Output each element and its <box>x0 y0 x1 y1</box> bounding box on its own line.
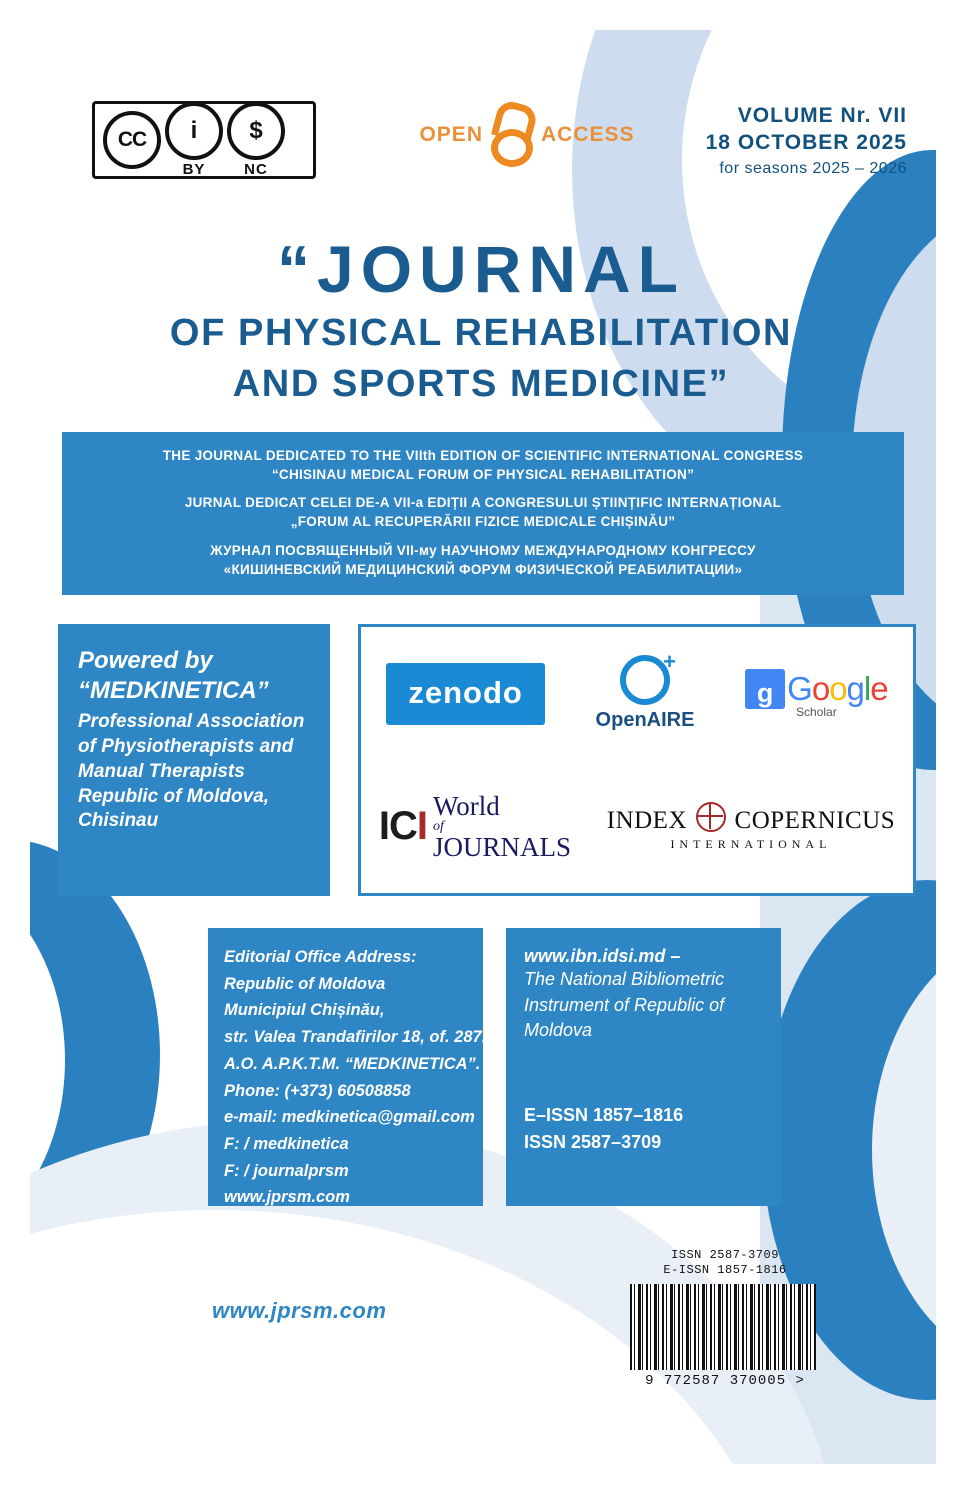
ibn-link[interactable]: www.ibn.idsi.md – <box>524 946 681 966</box>
openaire-icon <box>620 649 676 705</box>
openaire-label: OpenAIRE <box>595 709 695 731</box>
google-scholar-icon: g <box>745 669 785 709</box>
banner-en-1: THE JOURNAL DEDICATED TO THE VIIth EDITION OF SCIENTIFIC INTERNATIONAL CONGRESS <box>162 448 804 463</box>
volume-seasons: for seasons 2025 – 2026 <box>719 160 907 177</box>
open-access-right-word: ACCESS <box>540 123 635 146</box>
banner-ro-1: JURNAL DEDICAT CELEI DE-A VII-a EDIȚII A CONGRESULUI ȘTIINȚIFIC INTERNAȚIONAL <box>184 495 782 511</box>
google-letter-l: l <box>863 669 871 707</box>
google-letter-g2: g <box>846 669 864 707</box>
open-access-left-word: OPEN <box>419 123 483 146</box>
openaire-logo[interactable] <box>595 649 695 732</box>
google-scholar-logo[interactable] <box>745 669 887 719</box>
open-lock-icon <box>489 103 535 167</box>
editorial-office-box <box>208 928 487 1207</box>
page-title <box>0 232 962 406</box>
cc-by-label: BY <box>182 161 206 178</box>
title-line-2: OF PHYSICAL REHABILITATION <box>169 312 793 355</box>
banner-ru-1: ЖУРНАЛ ПОСВЯЩЕННЫЙ VII-му НАУЧНОМУ МЕЖДУНАРОДНОМУ КОНГРЕССУ <box>210 542 756 558</box>
cc-icon: CC <box>103 111 161 169</box>
ici-word-world: World <box>432 790 500 821</box>
google-letter-g1: G <box>787 669 812 707</box>
powered-by-box <box>58 624 330 896</box>
indexing-logos-box <box>358 624 916 896</box>
cc-nc-label: NC <box>244 161 268 178</box>
ici-word-of: of <box>432 818 444 834</box>
ici-letter-i: I <box>416 804 427 848</box>
cc-by-icon: i <box>165 102 223 160</box>
barcode-block <box>630 1248 820 1389</box>
banner-ru-2: «КИШИНЕВСКИЙ МЕДИЦИНСКИЙ ФОРУМ ФИЗИЧЕСКОЙ РЕАБИЛИТАЦИИ» <box>223 561 743 577</box>
powered-by-organization: “MEDKINETICA” <box>78 677 269 705</box>
ici-world-of-journals-logo[interactable] <box>378 790 572 862</box>
banner-en-2: “CHISINAU MEDICAL FORUM OF PHYSICAL REHABILITATION” <box>271 467 695 483</box>
title-line-3: AND SPORTS MEDICINE” <box>232 363 730 406</box>
editorial-email[interactable]: e-mail: medkinetica@gmail.com <box>224 1108 475 1127</box>
barcode-issn-top: ISSN 2587-3709 <box>671 1248 779 1262</box>
cc-nc-icon: $ <box>227 102 285 160</box>
volume-info <box>706 104 907 178</box>
journal-website-link[interactable]: www.jprsm.com <box>212 1298 387 1323</box>
editorial-phone: Phone: (+373) 60508858 <box>224 1081 411 1100</box>
copernicus-name-word: COPERNICUS <box>734 806 896 834</box>
copernicus-index-word: INDEX <box>606 806 688 834</box>
editorial-line-2: Republic of Moldova <box>224 974 386 993</box>
globe-icon <box>696 802 726 832</box>
editorial-line-4: str. Valea Trandafirilor 18, of. 287. <box>224 1028 487 1047</box>
ibn-box <box>506 928 781 1206</box>
openaire-plus: + <box>663 649 676 674</box>
eissn-value: E–ISSN 1857–1816 <box>524 1104 684 1125</box>
google-letter-o1: o <box>811 669 830 707</box>
ici-letters-ic: IC <box>378 804 417 848</box>
google-wordmark <box>787 670 887 708</box>
zenodo-logo[interactable]: zenodo <box>386 663 545 725</box>
editorial-line-5: A.O. A.P.K.T.M. “MEDKINETICA”. <box>224 1054 481 1073</box>
editorial-line-1: Editorial Office Address: <box>224 948 417 966</box>
copernicus-sublabel: INTERNATIONAL <box>670 836 832 851</box>
barcode-issn-bottom: E-ISSN 1857-1816 <box>663 1263 787 1277</box>
volume-date: 18 OCTOBER 2025 <box>705 131 907 154</box>
barcode-number: 9 772587 370005 > <box>645 1373 805 1389</box>
google-letter-e: e <box>870 669 888 707</box>
title-line-1: “JOURNAL <box>276 232 685 306</box>
google-scholar-sublabel: Scholar <box>796 704 837 719</box>
ici-word-journals: JOURNALS <box>432 831 572 862</box>
dedication-banner <box>62 432 904 595</box>
powered-by-heading: Powered by <box>78 647 213 674</box>
ici-mark <box>379 804 427 849</box>
editorial-facebook-medkinetica[interactable]: F: / medkinetica <box>224 1135 349 1154</box>
open-access-logo <box>412 95 642 175</box>
editorial-facebook-journalprsm[interactable]: F: / journalprsm <box>224 1161 349 1180</box>
issn-value: ISSN 2587–3709 <box>524 1131 662 1152</box>
editorial-website[interactable]: www.jprsm.com <box>224 1188 350 1207</box>
world-of-journals-wordmark <box>432 790 572 862</box>
creative-commons-badge <box>92 101 316 179</box>
volume-number: VOLUME Nr. VII <box>737 104 907 127</box>
barcode-icon <box>630 1284 816 1370</box>
ibn-description: The National Bibliometric Instrument of Republic of Moldova <box>524 969 725 1041</box>
index-copernicus-logo[interactable] <box>607 802 895 852</box>
google-letter-o2: o <box>829 669 847 707</box>
banner-ro-2: „FORUM AL RECUPERĂRII FIZICE MEDICALE CHIȘINĂU” <box>290 514 676 530</box>
editorial-line-3: Municipiul Chișinău, <box>224 1001 385 1020</box>
powered-by-description: Professional Association of Physiotherapists and Manual Therapists Republic of Moldova, Chisinau <box>78 711 305 832</box>
